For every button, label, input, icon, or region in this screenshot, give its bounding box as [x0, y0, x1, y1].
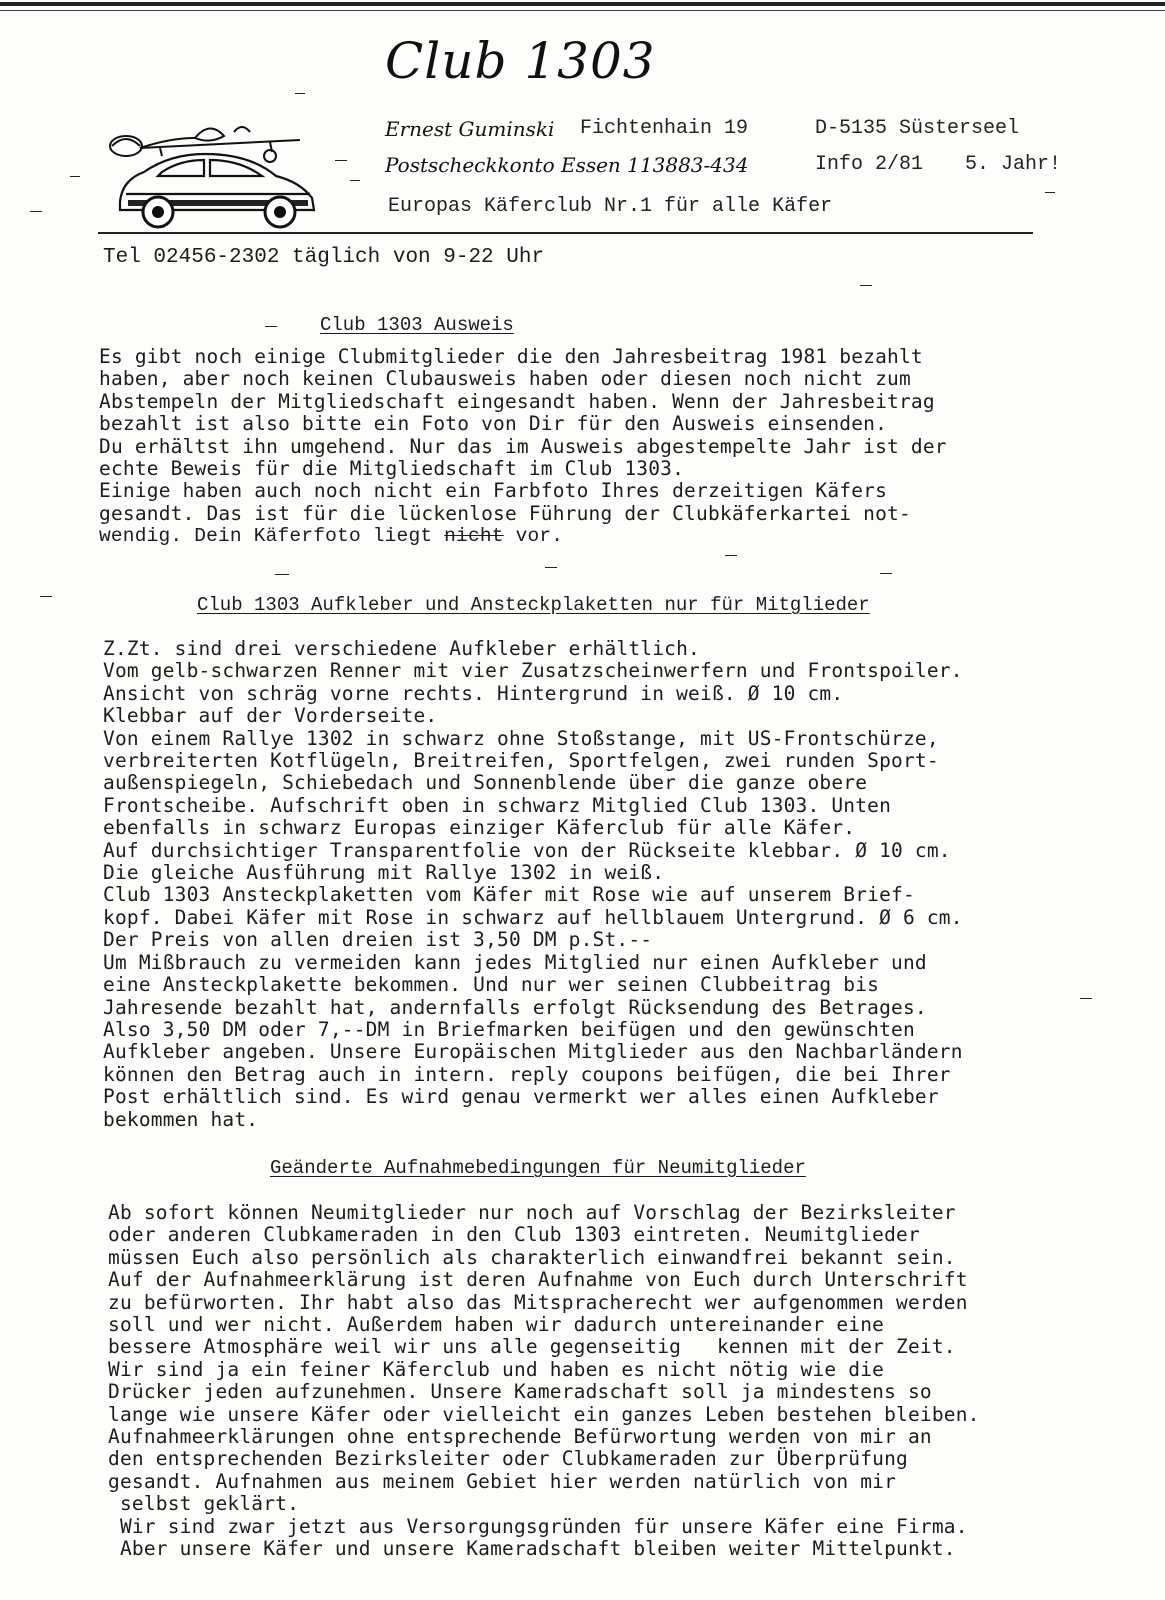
scan-mark: [1045, 192, 1055, 193]
scan-mark: [30, 211, 42, 212]
last-line-start: wendig. Dein Käferfoto liegt: [99, 525, 445, 547]
header-rule: [98, 232, 1033, 234]
top-border: [0, 2, 1165, 6]
paragraph-aufnahmebedingungen: Ab sofort können Neumitglieder nur noch auf Vorschlag der Bezirksleiter oder anderen Clubkameraden in den Club 1303 eintreten. Neumitglieder müssen Euch also persönlich als charakterlich einwandfrei bekannt sein. Auf der Aufnahmeerklärung ist deren Aufnahme von Euch durch Unterschrift zu befürworten. Ihr habt also das Mitspracherecht wer aufgenommen werden soll und wer nicht. Außerdem haben wir dadurch untereinander eine bessere Atmosphäre weil wir uns alle gegenseitig kennen mit der Zeit. Wir sind ja ein feiner Käferclub und haben es nicht nötig wie die Drücker jeden aufzunehmen. Unsere Kameradschaft soll ja mindestens so lange wie unsere Käfer oder vielleicht ein ganzes Leben bestehen bleiben. Aufnahmeerklärungen ohne entsprechende Befürwortung werden von mir an den entsprechenden Bezirksleiter oder Clubkameraden zur Überprüfung gesandt. Aufnahmen aus meinem Gebiet hier werden natürlich von mir selbst geklärt. Wir sind zwar jetzt aus Versorgungsgründen für unsere Käfer eine Firma. Aber unsere Käfer und unsere Kameradschaft bleiben weiter Mittelpunkt.: [108, 1201, 980, 1561]
telephone-line: Tel 02456-2302 täglich von 9-22 Uhr: [103, 246, 545, 269]
heading-aufnahmebedingungen: Geänderte Aufnahmebedingungen für Neumitglieder: [270, 1157, 806, 1179]
top-border-thin: [0, 10, 1165, 11]
scan-mark: [860, 285, 872, 286]
paragraph-ausweis-last-line: [99, 525, 563, 547]
scan-mark: [265, 326, 277, 327]
scan-mark: [295, 93, 305, 94]
club-title: Club 1303: [385, 32, 656, 90]
scan-mark: [70, 176, 80, 177]
year-count: 5. Jahr!: [965, 153, 1062, 176]
info-issue: Info 2/81: [815, 153, 924, 176]
struck-word: nicht: [444, 525, 504, 547]
scan-mark: [545, 567, 557, 568]
beetle-with-rose-logo: [100, 110, 330, 230]
heading-aufkleber: Club 1303 Aufkleber und Ansteckplaketten nur für Mitglieder: [197, 594, 870, 616]
address-city: D-5135 Süsterseel: [815, 117, 1020, 140]
scan-mark: [275, 574, 289, 575]
paragraph-ausweis: Es gibt noch einige Clubmitglieder die den Jahresbeitrag 1981 bezahlt haben, aber noch keinen Clubausweis haben oder diesen noch nicht zum Abstempeln der Mitgliedschaft eingesandt haben. Wenn der Jahresbeitrag bezahlt ist also bitte ein Foto von Dir für den Ausweis einsenden. Du erhältst ihn umgehend. Nur das im Ausweis abgestempelte Jahr ist der echte Beweis für die Mitgliedschaft im Club 1303. Einige haben auch noch nicht ein Farbfoto Ihres derzeitigen Käfers gesandt. Das ist für die lückenlose Führung der Clubkäferkartei not-: [99, 345, 947, 525]
paragraph-aufkleber: Z.Zt. sind drei verschiedene Aufkleber erhältlich. Vom gelb-schwarzen Renner mit vier Zusatzscheinwerfern und Frontspoiler. Ansicht von schräg vorne rechts. Hintergrund in weiß. Ø 10 cm. Klebbar auf der Vorderseite. Von einem Rallye 1302 in schwarz ohne Stoßstange, mit US-Frontschürze, verbreiterten Kotflügeln, Breitreifen, Sportfelgen, zwei runden Sport- außenspiegeln, Schiebedach und Sonnenblende über die ganze obere Frontscheibe. Aufschrift oben in schwarz Mitglied Club 1303. Unten ebenfalls in schwarz Europas einziger Käferclub für alle Käfer. Auf durchsichtiger Transparentfolie von der Rückseite klebbar. Ø 10 cm. Die gleiche Ausführung mit Rallye 1302 in weiß. Club 1303 Ansteckplaketten vom Käfer mit Rose wie auf unserem Brief- kopf. Dabei Käfer mit Rose in schwarz auf hellblauem Untergrund. Ø 6 cm. Der Preis von allen dreien ist 3,50 DM p.St.-- Um Mißbrauch zu vermeiden kann jedes Mitglied nur einen Aufkleber und eine Ansteckplakette bekommen. Und nur wer seinen Clubbeitrag bis Jahresende bezahlt hat, andernfalls erfolgt Rücksendung des Betrages. Also 3,50 DM oder 7,--DM in Briefmarken beifügen und den gewünschten Aufkleber angeben. Unsere Europäischen Mitglieder aus den Nachbarländern können den Betrag auch in intern. reply coupons beifügen, die bei Ihrer Post erhältlich sind. Es wird genau vermerkt wer alles einen Aufkleber bekommen hat.: [103, 637, 963, 1131]
last-line-end: vor.: [503, 525, 564, 547]
scan-mark: [350, 180, 360, 181]
scan-mark: [725, 555, 737, 556]
tagline: Europas Käferclub Nr.1 für alle Käfer: [388, 195, 833, 218]
postbank-account: Postscheckkonto Essen 113883-434: [385, 153, 749, 177]
heading-ausweis: Club 1303 Ausweis: [320, 314, 514, 336]
owner-name: Ernest Guminski: [385, 117, 555, 141]
scan-mark: [880, 573, 892, 574]
scan-mark: [335, 160, 347, 161]
scan-mark: [40, 596, 52, 597]
address-street: Fichtenhain 19: [580, 117, 749, 140]
scan-mark: [1080, 998, 1092, 999]
